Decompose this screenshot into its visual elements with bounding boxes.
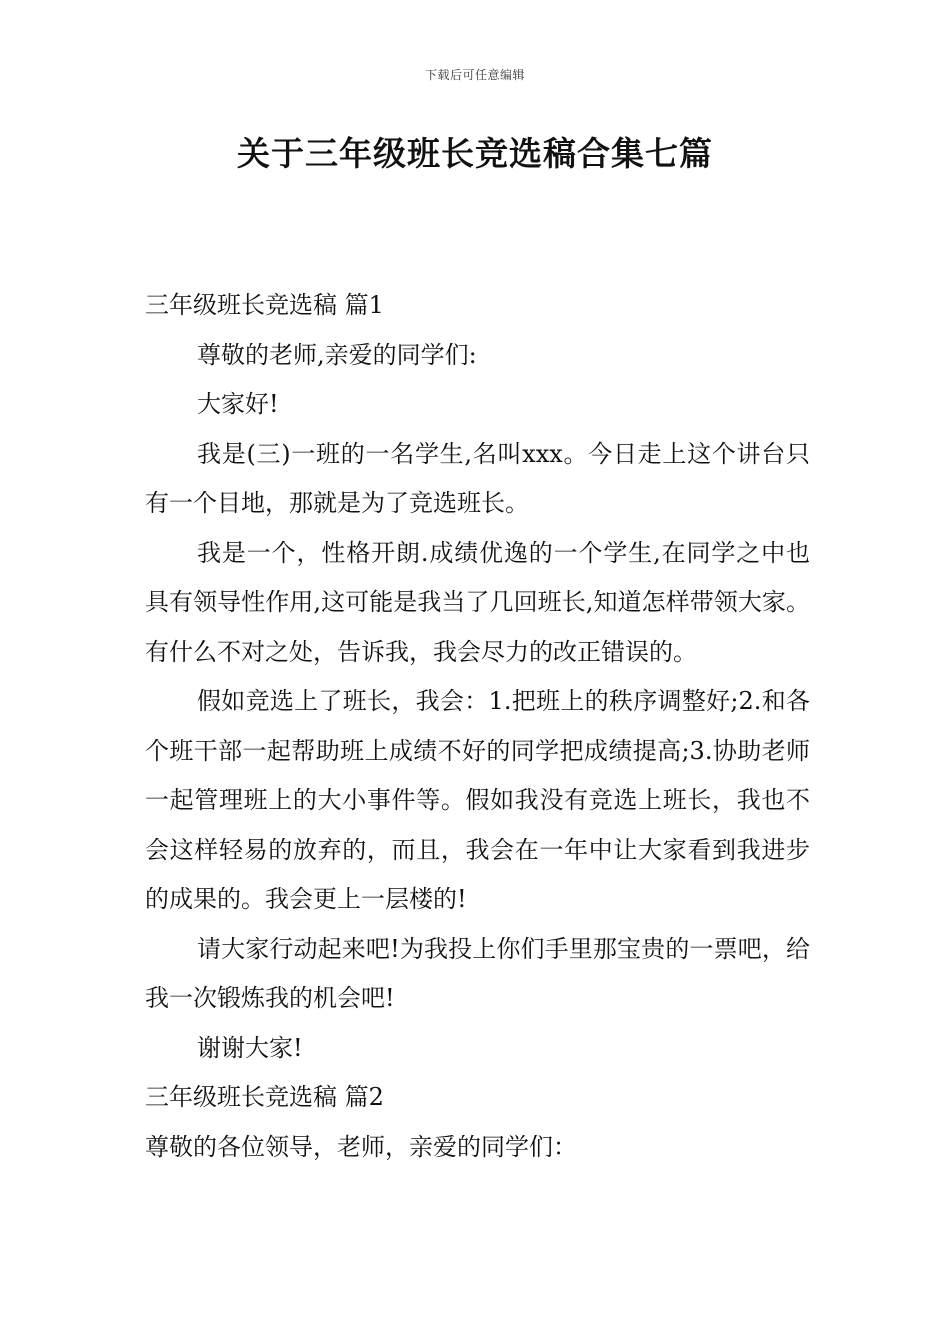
paragraph-self-description: 我是一个，性格开朗.成绩优逸的一个学生,在同学之中也具有领导性作用,这可能是我当了几回班长,知道怎样带领大家。有什么不对之处，告诉我，我会尽力的改正错误的。 xyxy=(145,538,810,666)
paragraph-appeal: 请大家行动起来吧!为我投上你们手里那宝贵的一票吧，给我一次锻炼我的机会吧! xyxy=(145,934,810,1012)
document-body xyxy=(145,281,810,1172)
section-heading-1: 三年级班长竞选稿 篇1 xyxy=(145,291,384,319)
salutation: 尊敬的老师,亲爱的同学们: xyxy=(197,340,477,369)
salutation-2: 尊敬的各位领导，老师，亲爱的同学们： xyxy=(145,1132,577,1161)
paragraph-plans: 假如竞选上了班长，我会：1.把班上的秩序调整好;2.和各个班干部一起帮助班上成绩不好的同学把成绩提高;3.协助老师一起管理班上的大小事件等。假如我没有竞选上班长，我也不会这样轻易的放弃的，而且，我会在一年中让大家看到我进步的成果的。我会更上一层楼的! xyxy=(145,687,810,913)
header-note: 下载后可任意编辑 xyxy=(424,68,525,82)
section-heading-2: 三年级班长竞选稿 篇2 xyxy=(145,1083,384,1111)
greeting: 大家好! xyxy=(197,390,279,418)
paragraph-thanks: 谢谢大家! xyxy=(197,1033,303,1062)
page-title: 关于三年级班长竞选稿合集七篇 xyxy=(237,134,713,173)
paragraph-intro: 我是(三)一班的一名学生,名叫xxx。今日走上这个讲台只有一个目地，那就是为了竞选班长。 xyxy=(145,439,810,517)
